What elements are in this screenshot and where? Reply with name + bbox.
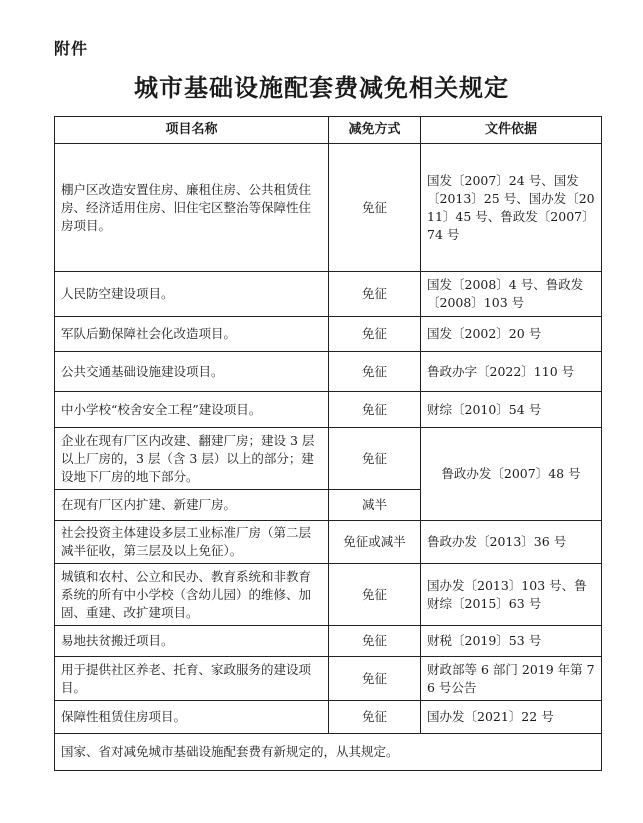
table-header-row [55, 117, 602, 144]
reduction-mode-cell: 免征 [329, 352, 421, 392]
document-basis-cell: 财综〔2010〕54 号 [421, 392, 602, 428]
reduction-mode-cell: 免征 [329, 317, 421, 352]
table-row [55, 428, 602, 490]
header-project-name: 项目名称 [55, 117, 329, 144]
reduction-mode-cell: 免征 [329, 626, 421, 657]
table-row [55, 626, 602, 657]
document-basis-cell: 鲁政办发〔2007〕48 号 [421, 428, 602, 521]
attachment-label: 附件 [54, 39, 89, 58]
table-row [55, 272, 602, 317]
document-basis-cell: 财政部等 6 部门 2019 年第 76 号公告 [421, 657, 602, 701]
project-name-cell: 人民防空建设项目。 [55, 272, 329, 317]
reduction-mode-cell: 免征 [329, 392, 421, 428]
reduction-mode-cell: 免征 [329, 144, 421, 272]
table-footer-row [55, 734, 602, 771]
project-name-cell: 易地扶贫搬迁项目。 [55, 626, 329, 657]
project-name-cell: 企业在现有厂区内改建、翻建厂房；建设 3 层以上厂房的，3 层（含 3 层）以上的部分；建设地下厂房的地下部分。 [55, 428, 329, 490]
document-basis-cell: 国发〔2007〕24 号、国发〔2013〕25 号、国办发〔2011〕45 号、鲁政发〔2007〕74 号 [421, 144, 602, 272]
document-basis-cell: 国办发〔2013〕103 号、鲁财综〔2015〕63 号 [421, 564, 602, 626]
header-document-basis: 文件依据 [421, 117, 602, 144]
project-name-cell: 在现有厂区内扩建、新建厂房。 [55, 490, 329, 521]
fee-reduction-table [54, 116, 602, 771]
document-basis-cell: 国发〔2008〕4 号、鲁政发〔2008〕103 号 [421, 272, 602, 317]
table-row [55, 521, 602, 564]
project-name-cell: 中小学校“校舍安全工程”建设项目。 [55, 392, 329, 428]
document-basis-cell: 国办发〔2021〕22 号 [421, 701, 602, 734]
document-basis-cell: 国发〔2002〕20 号 [421, 317, 602, 352]
table-row [55, 657, 602, 701]
project-name-cell: 军队后勤保障社会化改造项目。 [55, 317, 329, 352]
project-name-cell: 社会投资主体建设多层工业标准厂房（第二层减半征收，第三层及以上免征）。 [55, 521, 329, 564]
table-row [55, 392, 602, 428]
header-reduction-mode: 减免方式 [329, 117, 421, 144]
document-basis-cell: 鲁政办字〔2022〕110 号 [421, 352, 602, 392]
reduction-mode-cell: 减半 [329, 490, 421, 521]
document-basis-cell: 鲁政办发〔2013〕36 号 [421, 521, 602, 564]
reduction-mode-cell: 免征 [329, 428, 421, 490]
document-title: 城市基础设施配套费减免相关规定 [134, 73, 509, 102]
table-row [55, 144, 602, 272]
table-row [55, 701, 602, 734]
project-name-cell: 城镇和农村、公立和民办、教育系统和非教育系统的所有中小学校（含幼儿园）的维修、加固、重建、改扩建项目。 [55, 564, 329, 626]
project-name-cell: 棚户区改造安置住房、廉租住房、公共租赁住房、经济适用住房、旧住宅区整治等保障性住房项目。 [55, 144, 329, 272]
table-row [55, 564, 602, 626]
reduction-mode-cell: 免征 [329, 657, 421, 701]
reduction-mode-cell: 免征 [329, 701, 421, 734]
project-name-cell: 公共交通基础设施建设项目。 [55, 352, 329, 392]
reduction-mode-cell: 免征 [329, 564, 421, 626]
project-name-cell: 保障性租赁住房项目。 [55, 701, 329, 734]
reduction-mode-cell: 免征或减半 [329, 521, 421, 564]
table-row [55, 352, 602, 392]
table-row [55, 317, 602, 352]
document-basis-cell: 财税〔2019〕53 号 [421, 626, 602, 657]
footer-note: 国家、省对减免城市基础设施配套费有新规定的，从其规定。 [55, 734, 602, 771]
reduction-mode-cell: 免征 [329, 272, 421, 317]
project-name-cell: 用于提供社区养老、托育、家政服务的建设项目。 [55, 657, 329, 701]
